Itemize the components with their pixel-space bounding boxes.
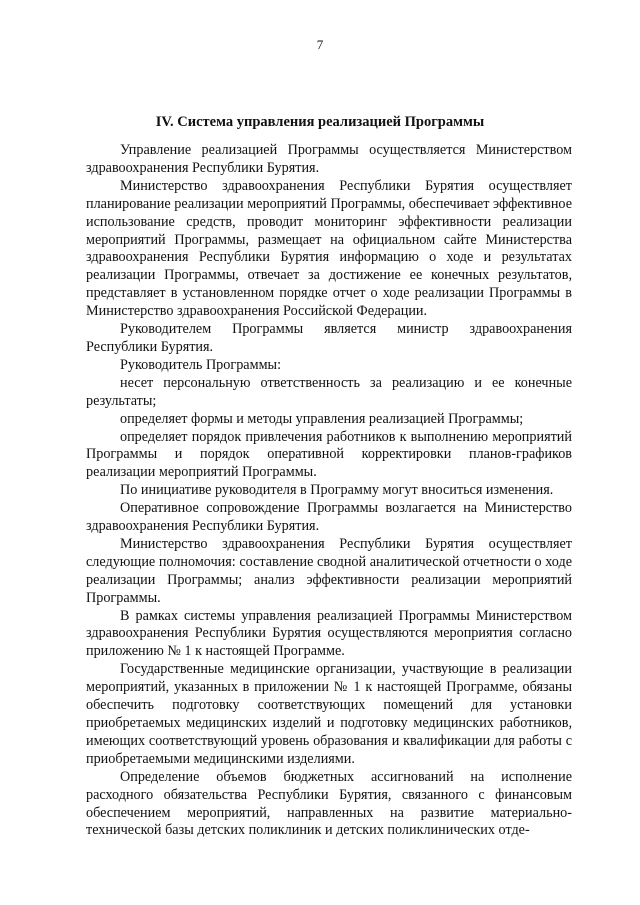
paragraph: Министерство здравоохранения Республики Бурятия осуществляет следующие полномочия: составление сводной аналитической отчетности о ходе реализации Программы; анализ эффективности реализации мероприятий Программы.	[86, 535, 572, 606]
paragraph: Оперативное сопровождение Программы возлагается на Министерство здравоохранения Республики Бурятия.	[86, 500, 572, 535]
paragraph: Государственные медицинские организации, участвующие в реализации мероприятий, указанных в приложении № 1 к настоящей Программе, обязаны обеспечить подготовку соответствующих помещений для установки приобретаемых медицинских изделий и подготовку медицинских работников, имеющих соответствующий уровень образования и квалификации для работы с приобретаемыми медицинскими изделиями.	[86, 661, 572, 767]
paragraph: Управление реализацией Программы осуществляется Министерством здравоохранения Республики Бурятия.	[86, 142, 572, 176]
paragraph: В рамках системы управления реализацией Программы Министерством здравоохранения Республики Бурятия осуществляются мероприятия согласно приложению № 1 к настоящей Программе.	[86, 607, 572, 660]
document-body	[86, 142, 572, 840]
page-number: 7	[316, 37, 324, 52]
paragraph: определяет формы и методы управления реализацией Программы;	[120, 410, 524, 427]
paragraph: Руководитель Программы:	[120, 356, 282, 373]
paragraph: несет персональную ответственность за реализацию и ее конечные результаты;	[86, 374, 572, 409]
paragraph: Руководителем Программы является министр здравоохранения Республики Бурятия.	[86, 321, 572, 355]
section-heading: IV. Система управления реализацией Программы	[155, 114, 485, 130]
paragraph: По инициативе руководителя в Программу могут вноситься изменения.	[120, 482, 554, 499]
paragraph: Определение объемов бюджетных ассигнований на исполнение расходного обязательства Республики Бурятия, связанного с финансовым обеспечением мероприятий, направленных на развитие материально-технической базы детских поликлиник и детских поликлинических отде-	[86, 768, 572, 839]
paragraph: определяет порядок привлечения работников к выполнению мероприятий Программы и порядок оперативной корректировки планов-графиков реализации мероприятий Программы.	[86, 428, 572, 481]
paragraph: Министерство здравоохранения Республики Бурятия осуществляет планирование реализации мероприятий Программы, обеспечивает эффективное использование средств, проводит мониторинг эффективности реализации мероприятий Программы, размещает на официальном сайте Министерства здравоохранения Республики Бурятия информацию о ходе и результатах реализации Программы, отвечает за достижение ее конечных результатов, представляет в установленном порядке отчет о ходе реализации Программы в Министерство здравоохранения Российской Федерации.	[86, 177, 572, 320]
